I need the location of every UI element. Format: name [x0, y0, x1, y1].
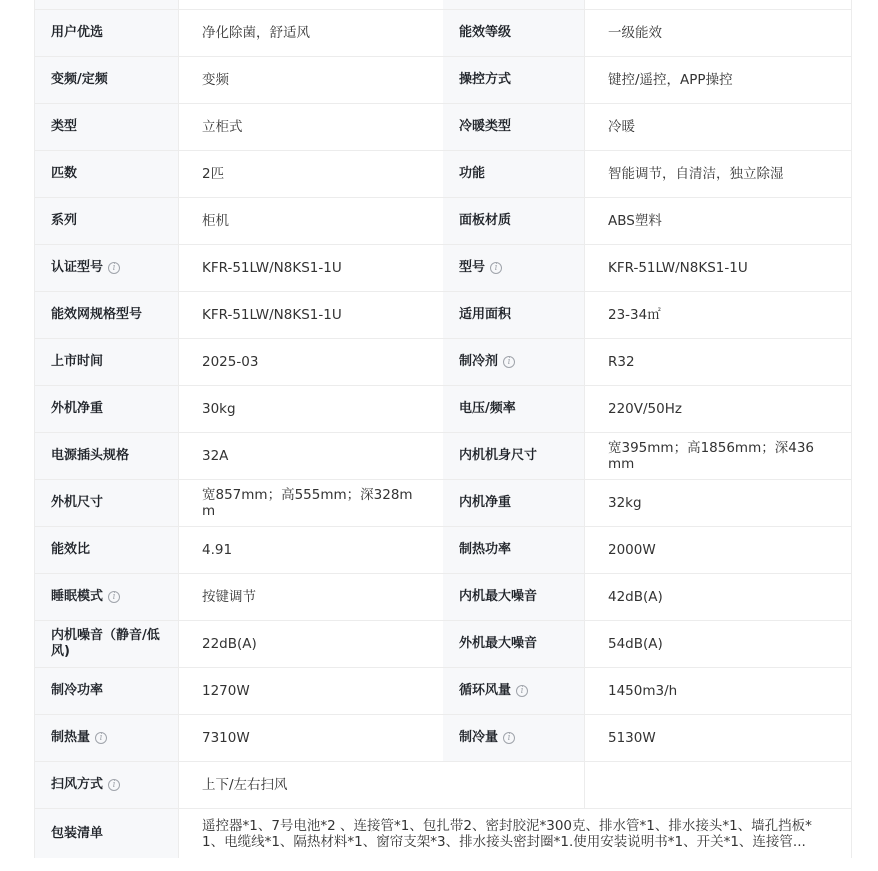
spec-value-text: 2匹	[202, 166, 225, 182]
spec-row	[35, 385, 851, 432]
spec-value-text: 柜机	[202, 213, 229, 229]
spec-label-text: 制冷功率	[51, 683, 104, 698]
spec-value	[178, 57, 443, 103]
spec-label-text: 外机最大噪音	[459, 636, 538, 651]
spec-row	[35, 150, 851, 197]
spec-value-text: 智能调节，自清洁，独立除湿	[608, 166, 784, 182]
spec-label-text: 匹数	[51, 166, 78, 181]
spec-value-text: 7310W	[202, 730, 250, 746]
spec-label	[443, 0, 584, 9]
spec-label-text: 类型	[51, 119, 78, 134]
spec-label-text: 内机噪音（静音/低风)	[51, 628, 160, 659]
spec-value	[178, 245, 443, 291]
spec-label	[35, 57, 178, 103]
spec-label	[443, 386, 584, 432]
spec-value-text: 宽395mm；高1856mm；深436mm	[608, 440, 814, 472]
spec-value-text: 1270W	[202, 683, 250, 699]
info-icon[interactable]: i	[490, 262, 502, 274]
spec-value	[584, 480, 851, 526]
spec-label	[35, 668, 178, 714]
spec-label-text: 制冷剂	[459, 354, 499, 369]
spec-value	[178, 386, 443, 432]
info-icon[interactable]: i	[108, 779, 120, 791]
spec-label	[443, 433, 584, 479]
spec-label	[443, 762, 584, 808]
spec-value-text: 净化除菌，舒适风	[202, 25, 310, 41]
spec-label	[443, 292, 584, 338]
spec-row	[35, 103, 851, 150]
spec-row	[35, 761, 851, 808]
spec-label	[443, 527, 584, 573]
spec-value-text: 32A	[202, 448, 229, 464]
spec-label-text: 冷暖类型	[459, 119, 512, 134]
spec-label-text: 系列	[51, 213, 78, 228]
spec-value	[178, 0, 443, 9]
spec-label-text: 能效比	[51, 542, 91, 557]
spec-row	[35, 244, 851, 291]
spec-value	[584, 151, 851, 197]
spec-value-text: 键控/遥控，APP操控	[608, 72, 733, 88]
spec-label	[443, 151, 584, 197]
spec-value	[178, 339, 443, 385]
spec-value	[584, 621, 851, 667]
spec-label-text: 内机机身尺寸	[459, 448, 538, 463]
spec-table	[34, 0, 852, 858]
spec-label-text: 外机净重	[51, 401, 104, 416]
spec-value	[584, 198, 851, 244]
spec-value	[178, 151, 443, 197]
spec-label-text: 能效网规格型号	[51, 307, 143, 322]
spec-label-text: 电源插头规格	[51, 448, 130, 463]
spec-value-text: 冷暖	[608, 119, 635, 135]
info-icon[interactable]: i	[108, 591, 120, 603]
spec-value-text: 上下/左右扫风	[202, 777, 288, 793]
spec-value-text: 按键调节	[202, 589, 256, 605]
spec-row	[35, 526, 851, 573]
spec-value-text: 32kg	[608, 495, 642, 511]
info-icon[interactable]: i	[516, 685, 528, 697]
spec-label-text: 型号	[459, 260, 486, 275]
spec-label	[35, 527, 178, 573]
spec-value-text: 5130W	[608, 730, 656, 746]
spec-value-text: 30kg	[202, 401, 236, 417]
spec-row	[35, 479, 851, 526]
spec-label-text: 能效等级	[459, 25, 512, 40]
spec-row	[35, 338, 851, 385]
spec-label-text: 外机尺寸	[51, 495, 104, 510]
spec-label	[35, 0, 178, 9]
spec-value	[584, 715, 851, 761]
spec-value-text: 宽857mm；高555mm；深328mm	[202, 487, 413, 519]
spec-row	[35, 291, 851, 338]
spec-label-text: 内机净重	[459, 495, 512, 510]
spec-value	[178, 574, 443, 620]
spec-label	[35, 198, 178, 244]
spec-value-text: 23-34㎡	[608, 307, 661, 323]
spec-value	[178, 480, 443, 526]
spec-label	[35, 10, 178, 56]
spec-value-text: 2025-03	[202, 354, 259, 370]
spec-row	[35, 9, 851, 56]
spec-label	[443, 245, 584, 291]
spec-value-text: 42dB(A)	[608, 589, 663, 605]
spec-value-text: 220V/50Hz	[608, 401, 682, 417]
spec-label	[35, 809, 178, 858]
spec-label	[35, 386, 178, 432]
spec-label-text: 制热量	[51, 730, 91, 745]
spec-value-text: 变频	[202, 72, 229, 88]
spec-value	[178, 10, 443, 56]
spec-label-text: 循环风量	[459, 683, 512, 698]
spec-label	[443, 574, 584, 620]
spec-value-text: R32	[608, 354, 635, 370]
spec-label-text: 适用面积	[459, 307, 512, 322]
spec-value-text: KFR-51LW/N8KS1-1U	[608, 260, 748, 276]
spec-label-text: 上市时间	[51, 354, 104, 369]
spec-label	[35, 245, 178, 291]
spec-label-text: 内机最大噪音	[459, 589, 538, 604]
spec-value	[584, 668, 851, 714]
spec-value-text: 1450m3/h	[608, 683, 678, 699]
spec-label-text: 电压/频率	[459, 401, 516, 416]
spec-value	[584, 433, 851, 479]
spec-value	[178, 762, 443, 808]
spec-label	[443, 480, 584, 526]
spec-value	[584, 57, 851, 103]
spec-label-text: 睡眠模式	[51, 589, 104, 604]
spec-value	[584, 245, 851, 291]
spec-value-text: 2000W	[608, 542, 656, 558]
spec-value	[584, 10, 851, 56]
spec-label	[35, 762, 178, 808]
spec-value-text: 22dB(A)	[202, 636, 257, 652]
spec-value	[584, 386, 851, 432]
spec-row	[35, 667, 851, 714]
spec-value	[584, 527, 851, 573]
spec-value-text: 4.91	[202, 542, 233, 558]
spec-label	[35, 715, 178, 761]
spec-row	[35, 808, 851, 858]
spec-label	[443, 104, 584, 150]
spec-value-text: 一级能效	[608, 25, 662, 41]
spec-label	[443, 668, 584, 714]
spec-label	[443, 57, 584, 103]
spec-label	[35, 480, 178, 526]
spec-label	[35, 151, 178, 197]
spec-row	[35, 0, 851, 9]
spec-value-text: 立柜式	[202, 119, 243, 135]
spec-label	[35, 574, 178, 620]
spec-value	[178, 198, 443, 244]
spec-value-text: 遥控器*1、7号电池*2 、连接管*1、包扎带2、密封胶泥*300克、排水管*1、排水接头*1、墙孔挡板*1、电缆线*1、隔热材料*1、窗帘支架*3、排水接头密封圈*1.使用安装说明书*1、开关*1、连接管...	[202, 817, 812, 850]
spec-label-text: 认证型号	[51, 260, 104, 275]
spec-label-text: 包装清单	[51, 825, 104, 841]
spec-label	[35, 621, 178, 667]
spec-value	[584, 762, 851, 808]
spec-value	[178, 715, 443, 761]
info-icon[interactable]: i	[108, 262, 120, 274]
info-icon[interactable]: i	[95, 732, 107, 744]
spec-value	[584, 292, 851, 338]
spec-label	[443, 10, 584, 56]
spec-value	[178, 621, 443, 667]
spec-label-text: 扫风方式	[51, 777, 104, 792]
spec-label-text: 变频/定频	[51, 72, 108, 87]
spec-label	[443, 339, 584, 385]
spec-value	[178, 433, 443, 479]
spec-row	[35, 197, 851, 244]
spec-value	[178, 527, 443, 573]
spec-value	[178, 292, 443, 338]
spec-value	[178, 104, 443, 150]
spec-row	[35, 573, 851, 620]
spec-value-text: KFR-51LW/N8KS1-1U	[202, 260, 342, 276]
info-icon[interactable]: i	[503, 356, 515, 368]
spec-value	[584, 574, 851, 620]
spec-value	[178, 668, 443, 714]
spec-label	[443, 715, 584, 761]
spec-label-text: 制冷量	[459, 730, 499, 745]
spec-label	[35, 339, 178, 385]
spec-value	[584, 0, 851, 9]
spec-label	[443, 198, 584, 244]
spec-label-text: 操控方式	[459, 72, 512, 87]
spec-value-text: KFR-51LW/N8KS1-1U	[202, 307, 342, 323]
spec-value	[178, 809, 851, 858]
spec-value-text: ABS塑料	[608, 213, 662, 229]
spec-label	[35, 433, 178, 479]
info-icon[interactable]: i	[503, 732, 515, 744]
spec-label	[443, 621, 584, 667]
spec-label	[35, 104, 178, 150]
spec-row	[35, 56, 851, 103]
spec-row	[35, 714, 851, 761]
spec-row	[35, 432, 851, 479]
spec-label	[35, 292, 178, 338]
spec-value	[584, 339, 851, 385]
spec-label-text: 面板材质	[459, 213, 512, 228]
spec-row	[35, 620, 851, 667]
spec-label-text: 制热功率	[459, 542, 512, 557]
spec-value	[584, 104, 851, 150]
spec-value-text: 54dB(A)	[608, 636, 663, 652]
spec-label-text: 功能	[459, 166, 486, 181]
spec-label-text: 用户优选	[51, 25, 104, 40]
